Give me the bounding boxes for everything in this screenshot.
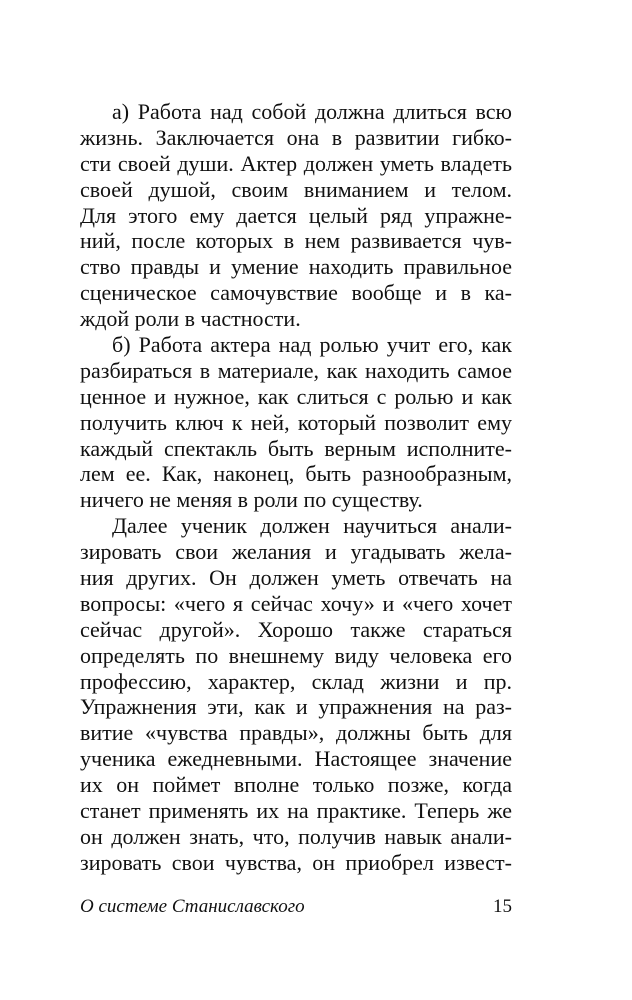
paragraph-b [80, 332, 512, 513]
page-number: 15 [493, 896, 512, 917]
text-line: разбираться в материале, как находить самое [80, 357, 512, 383]
text-line: ничего не меняя в роли по существу. [80, 487, 423, 513]
text-line: станет применять их на практике. Теперь же [80, 798, 512, 824]
running-head: О системе Станиславского [80, 896, 305, 917]
paragraph-a [80, 99, 512, 332]
body-text [80, 99, 512, 876]
text-line: каждый спектакль быть верным исполните- [80, 435, 512, 461]
text-line: сценическое самочувствие вообще и в ка- [80, 280, 512, 306]
text-line: их он поймет вполне только позже, когда [80, 772, 512, 798]
text-line: ний, после которых в нем развивается чув- [80, 228, 512, 254]
text-line: сти своей души. Актер должен уметь владеть [80, 150, 512, 176]
text-line: Упражнения эти, как и упражнения на раз- [80, 694, 512, 720]
text-line: ученика ежедневными. Настоящее значение [80, 746, 512, 772]
text-line: Далее ученик должен научиться анали- [112, 513, 512, 539]
text-line: витие «чувства правды», должны быть для [80, 720, 512, 746]
text-line: б) Работа актера над ролью учит его, как [112, 332, 512, 358]
text-line: а) Работа над собой должна длиться всю [112, 99, 512, 124]
text-line: ния других. Он должен уметь отвечать на [80, 565, 512, 591]
text-line: ценное и нужное, как слиться с ролью и как [80, 383, 512, 409]
text-line: лем ее. Как, наконец, быть разнообразным, [80, 461, 512, 487]
text-line: получить ключ к ней, который позволит ему [80, 409, 512, 435]
text-line: Для этого ему дается целый ряд упражне- [80, 202, 512, 228]
text-line: вопросы: «чего я сейчас хочу» и «чего хочет [80, 590, 512, 616]
text-line: сейчас другой». Хорошо также стараться [80, 616, 512, 642]
text-line: определять по внешнему виду человека его [80, 642, 512, 668]
text-line: жизнь. Заключается она в развитии гибко- [80, 124, 512, 150]
text-line: он должен знать, что, получив навык анали- [80, 823, 512, 849]
text-line: профессию, характер, склад жизни и пр. [80, 668, 512, 694]
text-line: ждой роли в частности. [80, 306, 301, 332]
text-line: ство правды и умение находить правильное [80, 254, 512, 280]
paragraph-analysis [80, 513, 512, 875]
text-line: зировать свои чувства, он приобрел извест- [80, 849, 512, 875]
page-footer [80, 893, 512, 921]
text-line: своей душой, своим вниманием и телом. [80, 176, 512, 202]
text-line: зировать свои желания и угадывать жела- [80, 539, 512, 565]
